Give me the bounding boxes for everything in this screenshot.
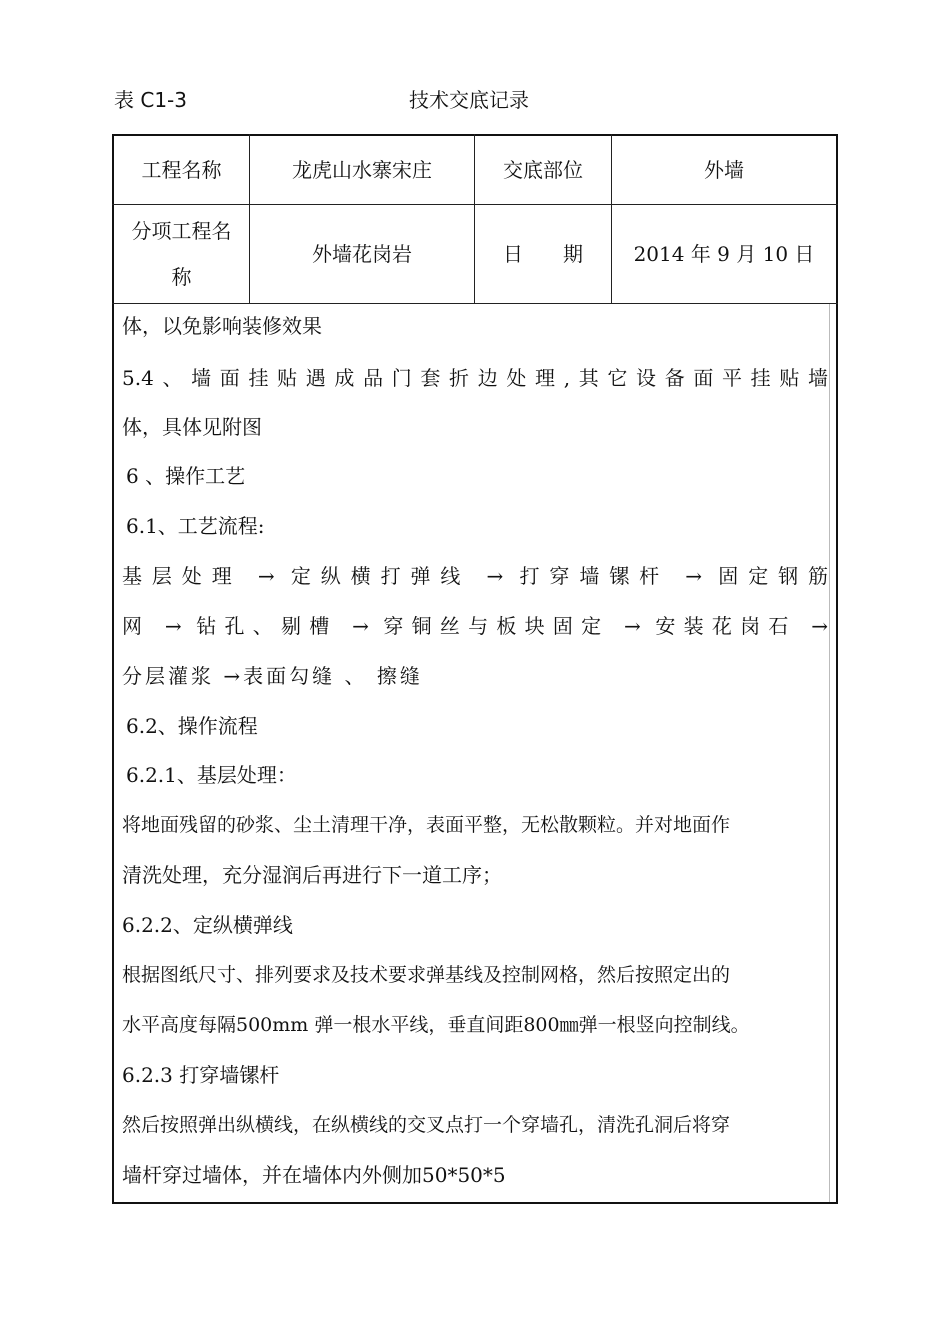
body-line: 6.2、操作流程: [126, 714, 258, 738]
body-line: 体，以免影响装修效果: [122, 314, 322, 338]
body-line: 6.2.3 打穿墙镙杆: [122, 1063, 280, 1087]
body-line: 根据图纸尺寸、排列要求及技术要求弹基线及控制网格，然后按照定出的: [122, 964, 731, 986]
location-label: 交底部位: [503, 158, 583, 182]
body-line: 墙杆穿过墙体，并在墙体内外侧加50*50*5: [122, 1163, 506, 1187]
body-line: 6.1、工艺流程:: [126, 514, 265, 538]
body-line: 然后按照弹出纵横线，在纵横线的交叉点打一个穿墙孔，清洗孔洞后将穿: [122, 1114, 731, 1136]
sub-project-label: 分项工程名称: [131, 219, 232, 289]
body-line: 清洗处理，充分湿润后再进行下一道工序；: [122, 863, 502, 887]
body-line: 6 、操作工艺: [126, 464, 246, 488]
project-name-label: 工程名称: [141, 158, 222, 182]
body-line: 将地面残留的砂浆、尘土清理干净，表面平整，无松散颗粒。并对地面作: [122, 814, 731, 836]
disclosure-content: [122, 306, 838, 1202]
sub-project-value: 外墙花岗岩: [312, 242, 412, 266]
body-line: 网 → 钻孔、剔槽 → 穿铜丝与板块固定 → 安装花岗石 →: [122, 614, 828, 638]
form-code: 表 C1-3: [114, 88, 187, 112]
date-value: 2014 年 9 月 10 日: [633, 242, 815, 266]
project-name-value: 龙虎山水寨宋庄: [292, 158, 432, 182]
document-title: 技术交底记录: [409, 88, 529, 112]
body-line: 体，具体见附图: [122, 415, 262, 439]
body-line: 5.4、墙面挂贴遇成品门套折边处理,其它设备面平挂贴墙: [122, 366, 828, 390]
grid-line: [112, 303, 838, 304]
location-value: 外墙: [704, 158, 744, 182]
date-label: 日 期: [503, 242, 583, 266]
body-line: 6.2.2、定纵横弹线: [122, 913, 293, 937]
body-line: 水平高度每隔500mm 弹一根水平线，垂直间距800㎜弹一根竖向控制线。: [122, 1014, 750, 1036]
body-line: 6.2.1、基层处理：: [126, 763, 297, 787]
body-line: 分层灌浆 →表面勾缝 、 擦缝: [122, 664, 423, 688]
body-line: 基层处理 → 定纵横打弹线 → 打穿墙镙杆 → 固定钢筋: [122, 564, 828, 588]
